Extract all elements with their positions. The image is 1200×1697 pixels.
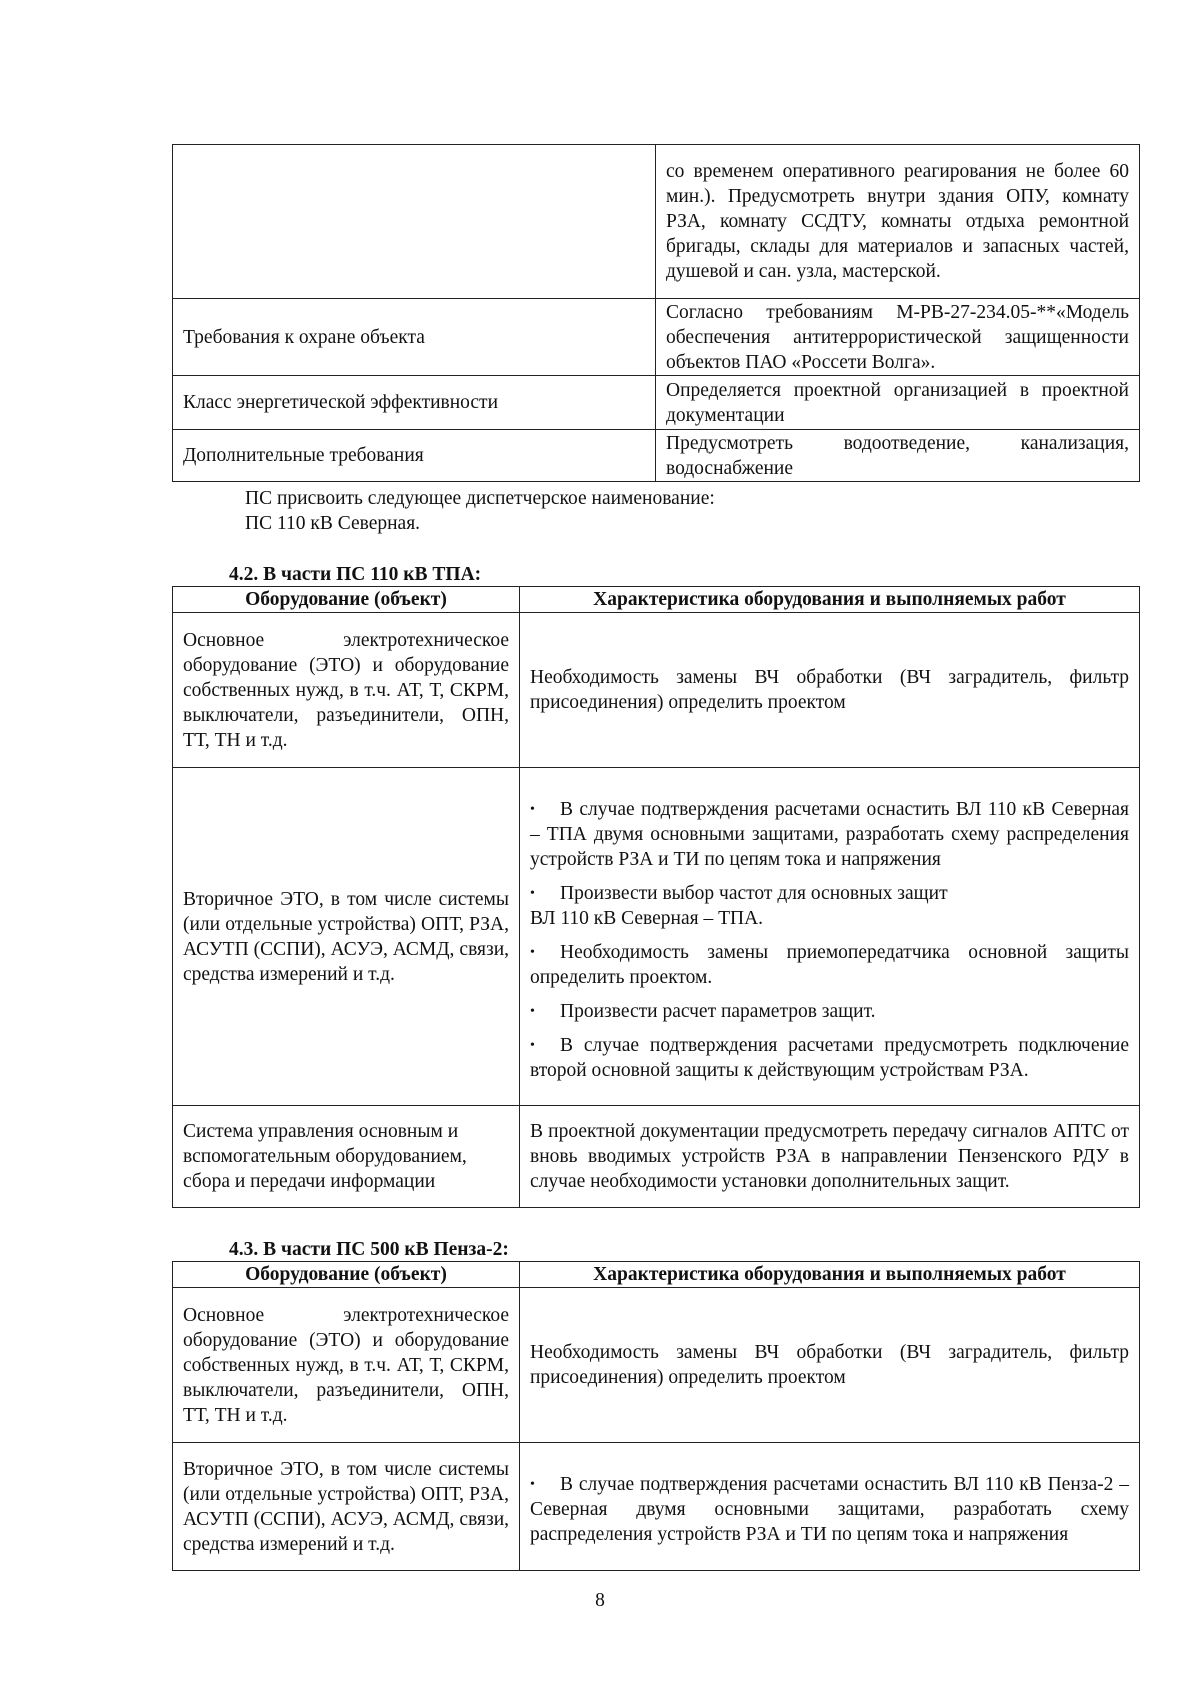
table-row bbox=[173, 145, 1140, 299]
table-header-row bbox=[173, 587, 1140, 613]
table-cell-left: Дополнительные требования bbox=[173, 430, 656, 482]
table-cell-right bbox=[520, 768, 1140, 1106]
table-cell-right: Определяется проектной организацией в проектной документации bbox=[656, 376, 1140, 430]
table-row bbox=[173, 430, 1140, 482]
list-item-text-continuation: ВЛ 110 кВ Северная – ТПА. bbox=[530, 907, 764, 929]
table-row bbox=[173, 613, 1140, 768]
bullet-icon: • bbox=[530, 1477, 535, 1492]
table-row bbox=[173, 299, 1140, 376]
column-header-characteristics: Характеристика оборудования и выполняемых работ bbox=[520, 1262, 1140, 1288]
table-cell-left: Требования к охране объекта bbox=[173, 299, 656, 376]
list-item bbox=[530, 1033, 1129, 1083]
list-item bbox=[530, 881, 1129, 931]
list-item-text: Произвести выбор частот для основных защит bbox=[560, 882, 948, 904]
table-cell-right: Предусмотреть водоотведение, канализация, водоснабжение bbox=[656, 430, 1140, 482]
column-header-equipment: Оборудование (объект) bbox=[173, 587, 520, 613]
table-row bbox=[173, 768, 1140, 1106]
column-header-equipment: Оборудование (объект) bbox=[173, 1262, 520, 1288]
bullet-list bbox=[530, 1472, 1129, 1547]
page-number: 8 bbox=[595, 1590, 605, 1611]
column-header-characteristics: Характеристика оборудования и выполняемых работ bbox=[520, 587, 1140, 613]
list-item bbox=[530, 940, 1129, 990]
table-cell-left: Система управления основным и вспомогательным оборудованием, сбора и передачи информации bbox=[173, 1106, 520, 1208]
dispatch-name-value: ПС 110 кВ Северная. bbox=[245, 513, 421, 534]
table-cell-left: Вторичное ЭТО, в том числе системы (или отдельные устройства) ОПТ, РЗА, АСУТП (ССПИ), АСУЭ, АСМД, связи, средства измерений и т.д. bbox=[173, 768, 520, 1106]
table-cell-right: со временем оперативного реагирования не более 60 мин.). Предусмотреть внутри здания ОПУ, комнату РЗА, комнату ССДТУ, комнаты отдыха ремонтной бригады, склады для материалов и запасных частей, душевой и сан. узла, мастерской. bbox=[656, 145, 1140, 299]
table-cell-left: Основное электротехническое оборудование (ЭТО) и оборудование собственных нужд, в т.ч. АТ, Т, СКРМ, выключатели, разъединители, ОПН, ТТ, ТН и т.д. bbox=[173, 1288, 520, 1443]
table-header-row bbox=[173, 1262, 1140, 1288]
table-row bbox=[173, 1288, 1140, 1443]
bullet-icon: • bbox=[530, 944, 535, 960]
table-row bbox=[173, 1106, 1140, 1208]
table-cell-left: Основное электротехническое оборудование (ЭТО) и оборудование собственных нужд, в т.ч. АТ, Т, СКРМ, выключатели, разъединители, ОПН, ТТ, ТН и т.д. bbox=[173, 613, 520, 768]
table-cell-left: Класс энергетической эффективности bbox=[173, 376, 656, 430]
list-item-text: Необходимость замены приемопередатчика основной защиты определить проектом. bbox=[530, 941, 1129, 988]
bullet-icon: • bbox=[530, 801, 535, 817]
table-cell-right: В проектной документации предусмотреть передачу сигналов АПТС от вновь вводимых устройств РЗА в направлении Пензенского РДУ в случае необходимости установки дополнительных защит. bbox=[520, 1106, 1140, 1208]
table-row bbox=[173, 1443, 1140, 1571]
table-cell-left bbox=[173, 145, 656, 299]
list-item-text: В случае подтверждения расчетами предусмотреть подключение второй основной защиты к действующим устройствам РЗА. bbox=[530, 1034, 1129, 1081]
list-item-text: В случае подтверждения расчетами оснастить ВЛ 110 кВ Пенза-2 – Северная двумя основными защитами, разработать схему распределения устройств РЗА и ТИ по цепям тока и напряжения bbox=[530, 1474, 1129, 1545]
bullet-icon: • bbox=[530, 885, 535, 901]
table-cell-right: Согласно требованиям М-РВ-27-234.05-**«Модель обеспечения антитеррористической защищенности объектов ПАО «Россети Волга». bbox=[656, 299, 1140, 376]
table-row bbox=[173, 376, 1140, 430]
list-item bbox=[530, 1472, 1129, 1547]
table-cell-left: Вторичное ЭТО, в том числе системы (или отдельные устройства) ОПТ, РЗА, АСУТП (ССПИ), АСУЭ, АСМД, связи, средства измерений и т.д. bbox=[173, 1443, 520, 1571]
table-cell-right: Необходимость замены ВЧ обработки (ВЧ заградитель, фильтр присоединения) определить проектом bbox=[520, 1288, 1140, 1443]
section-heading: 4.2. В части ПС 110 кВ ТПА: bbox=[229, 564, 482, 585]
dispatch-name-line: ПС присвоить следующее диспетчерское наименование: bbox=[245, 488, 715, 509]
equipment-table-tpa bbox=[172, 586, 1140, 1208]
bullet-icon: • bbox=[530, 1003, 535, 1019]
list-item-text: Произвести расчет параметров защит. bbox=[560, 1000, 876, 1022]
list-item bbox=[530, 999, 1129, 1024]
equipment-table-penza bbox=[172, 1261, 1140, 1571]
table-cell-right bbox=[520, 1443, 1140, 1571]
requirements-table bbox=[172, 144, 1140, 482]
list-item-text: В случае подтверждения расчетами оснастить ВЛ 110 кВ Северная – ТПА двумя основными защитами, разработать схему распределения устройств РЗА и ТИ по цепям тока и напряжения bbox=[530, 798, 1129, 870]
bullet-icon: • bbox=[530, 1037, 535, 1053]
bullet-list bbox=[530, 797, 1129, 1083]
section-heading: 4.3. В части ПС 500 кВ Пенза-2: bbox=[229, 1239, 509, 1260]
table-cell-right: Необходимость замены ВЧ обработки (ВЧ заградитель, фильтр присоединения) определить проектом bbox=[520, 613, 1140, 768]
list-item bbox=[530, 797, 1129, 872]
